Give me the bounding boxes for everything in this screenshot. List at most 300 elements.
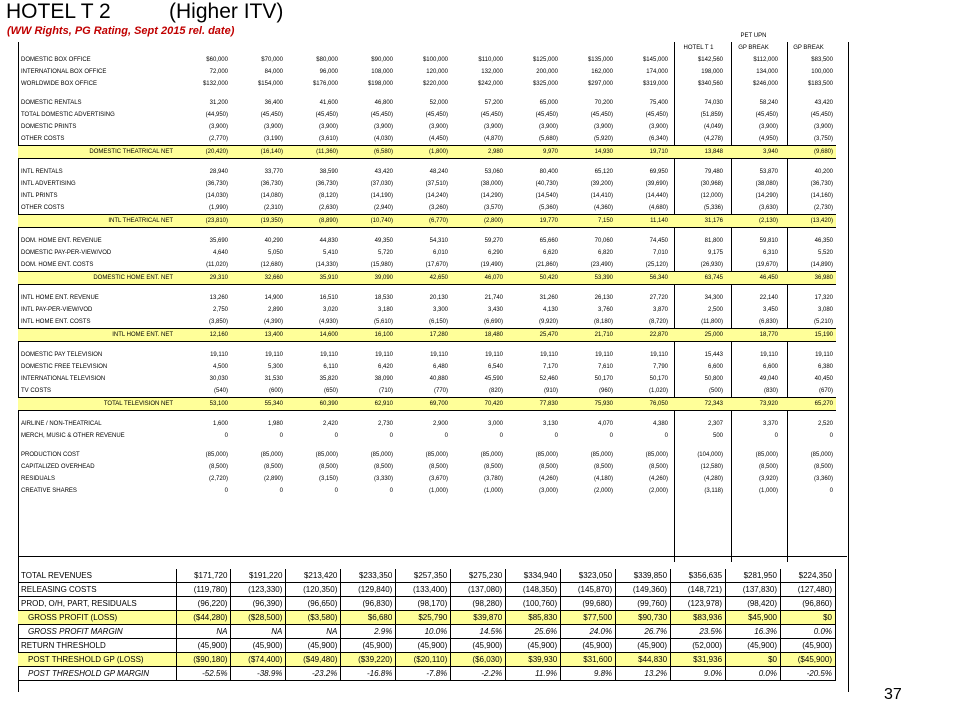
table-cell: 2,900 xyxy=(432,421,448,427)
summary-cell: $356,635 xyxy=(671,569,726,583)
table-cell: 2,420 xyxy=(322,421,338,427)
summary-cell: $77,500 xyxy=(561,611,616,625)
summary-cell: (98,170) xyxy=(396,597,451,611)
summary-row xyxy=(18,653,836,667)
table-cell: 22,870 xyxy=(616,329,671,342)
table-cell: (19,350) xyxy=(231,215,286,228)
column-header xyxy=(231,42,286,54)
table-cell: (45,450) xyxy=(645,112,668,118)
table-cell: 7,170 xyxy=(542,364,558,370)
table-cell: 3,370 xyxy=(762,421,778,427)
table-cell: (14,890) xyxy=(810,262,833,268)
table-cell: 46,800 xyxy=(374,100,393,106)
summary-cell: -52.5% xyxy=(176,667,231,681)
table-cell: $246,000 xyxy=(752,81,778,87)
table-cell: 18,480 xyxy=(451,329,506,342)
table-cell: (8,500) xyxy=(593,464,613,470)
summary-cell: (123,330) xyxy=(231,583,286,597)
table-cell: 19,710 xyxy=(616,146,671,159)
table-cell: 75,400 xyxy=(649,100,668,106)
table-cell: (14,440) xyxy=(645,193,668,199)
row-label: DOM. HOME ENT. COSTS xyxy=(21,262,94,268)
summary-row xyxy=(18,597,836,611)
table-cell: $319,000 xyxy=(642,81,668,87)
table-cell: (3,900) xyxy=(318,124,338,130)
row-label: PRODUCTION COST xyxy=(21,452,80,458)
page-title xyxy=(6,0,283,24)
summary-cell: (137,830) xyxy=(726,583,781,597)
summary-cell: $0 xyxy=(726,653,781,667)
table-row xyxy=(18,418,836,430)
summary-cell: (149,360) xyxy=(616,583,671,597)
table-row xyxy=(18,473,836,485)
table-cell: (10,740) xyxy=(341,215,396,228)
table-cell: 3,180 xyxy=(377,307,393,313)
row-label: INTERNATIONAL TELEVISION xyxy=(21,376,106,382)
table-cell: (3,900) xyxy=(538,124,558,130)
table-cell: 33,770 xyxy=(264,169,283,175)
summary-cell: (45,900) xyxy=(286,639,341,653)
table-cell: 35,910 xyxy=(286,272,341,285)
summary-cell: 13.2% xyxy=(616,667,671,681)
table-cell: 18,530 xyxy=(374,295,393,301)
table-cell: 1,980 xyxy=(267,421,283,427)
table-cell: (960) xyxy=(598,388,613,394)
table-cell: (9,920) xyxy=(538,319,558,325)
table-cell: 75,930 xyxy=(561,398,616,411)
table-cell: (3,000) xyxy=(538,488,558,494)
table-cell: (45,450) xyxy=(535,112,558,118)
summary-cell: ($28,500) xyxy=(231,611,286,625)
table-cell: 4,640 xyxy=(212,250,228,256)
table-cell: 39,090 xyxy=(341,272,396,285)
table-cell: (1,000) xyxy=(758,488,778,494)
table-cell: 13,260 xyxy=(209,295,228,301)
table-cell: (3,780) xyxy=(483,476,503,482)
table-cell: (85,000) xyxy=(645,452,668,458)
table-cell: (910) xyxy=(543,388,558,394)
subtotal-row xyxy=(18,146,836,159)
table-cell: (3,570) xyxy=(483,205,503,211)
table-cell: 19,110 xyxy=(210,352,228,358)
table-cell: 6,820 xyxy=(597,250,613,256)
table-cell: 19,110 xyxy=(485,352,503,358)
table-cell: (11,360) xyxy=(286,146,341,159)
table-cell: 53,390 xyxy=(561,272,616,285)
table-cell: (4,260) xyxy=(538,476,558,482)
table-cell: 0 xyxy=(499,433,503,439)
spacer-row xyxy=(18,285,836,293)
table-cell: (3,630) xyxy=(758,205,778,211)
table-cell: 3,080 xyxy=(817,307,833,313)
table-row xyxy=(18,349,836,361)
summary-cell: (45,900) xyxy=(451,639,506,653)
table-cell: 3,020 xyxy=(322,307,338,313)
table-cell: (6,690) xyxy=(483,319,503,325)
header-group-label: PET UPN xyxy=(740,33,767,39)
row-label: TOTAL DOMESTIC ADVERTISING xyxy=(21,112,115,118)
table-cell: 4,130 xyxy=(542,307,558,313)
table-cell: 0 xyxy=(279,488,283,494)
table-cell: (16,140) xyxy=(231,146,286,159)
table-cell: (4,278) xyxy=(703,136,723,142)
table-cell: 72,000 xyxy=(209,69,228,75)
summary-cell: NA xyxy=(176,625,231,639)
summary-cell: (45,900) xyxy=(396,639,451,653)
table-cell: 31,260 xyxy=(539,295,558,301)
table-cell: (500) xyxy=(708,388,723,394)
row-label: INTL RENTALS xyxy=(21,169,63,175)
table-cell: (3,750) xyxy=(813,136,833,142)
table-cell: 7,150 xyxy=(561,215,616,228)
table-cell: (6,830) xyxy=(758,319,778,325)
table-cell: 31,200 xyxy=(209,100,228,106)
table-cell: 70,060 xyxy=(594,238,613,244)
table-cell: 132,000 xyxy=(481,69,503,75)
table-cell: 27,720 xyxy=(649,295,668,301)
table-cell: 162,000 xyxy=(591,69,613,75)
table-cell: 9,970 xyxy=(506,146,561,159)
table-cell: (14,160) xyxy=(810,193,833,199)
summary-cell: (45,900) xyxy=(341,639,396,653)
summary-cell: NA xyxy=(286,625,341,639)
table-cell: 19,110 xyxy=(430,352,448,358)
table-cell: 120,000 xyxy=(426,69,448,75)
table-cell: 22,140 xyxy=(759,295,778,301)
table-cell: (4,180) xyxy=(593,476,613,482)
summary-cell: (45,900) xyxy=(780,639,835,653)
summary-cell: (45,900) xyxy=(231,639,286,653)
summary-cell: $275,230 xyxy=(451,569,506,583)
table-cell: 38,090 xyxy=(374,376,393,382)
table-cell: 19,110 xyxy=(540,352,558,358)
table-cell: 96,000 xyxy=(319,69,338,75)
table-cell: (3,900) xyxy=(373,124,393,130)
table-cell: 34,300 xyxy=(704,295,723,301)
row-label: INTL THEATRICAL NET xyxy=(18,215,176,228)
summary-cell: $44,830 xyxy=(616,653,671,667)
table-cell: 21,740 xyxy=(484,295,503,301)
table-cell: $100,000 xyxy=(422,57,448,63)
summary-cell: (100,760) xyxy=(506,597,561,611)
table-cell: 12,160 xyxy=(176,329,231,342)
row-label: AIRLINE / NON-THEATRICAL xyxy=(21,421,102,427)
table-cell: (11,020) xyxy=(206,262,228,268)
table-cell: (14,190) xyxy=(370,193,393,199)
table-row xyxy=(18,178,836,190)
summary-cell: $83,936 xyxy=(671,611,726,625)
table-cell: 20,130 xyxy=(429,295,448,301)
table-cell: 19,110 xyxy=(815,352,833,358)
table-cell: (5,680) xyxy=(538,136,558,142)
column-header xyxy=(451,42,506,54)
table-cell: $154,000 xyxy=(257,81,283,87)
table-cell: 49,040 xyxy=(759,376,778,382)
table-cell: (85,000) xyxy=(590,452,613,458)
column-header xyxy=(561,42,616,54)
summary-cell: (99,680) xyxy=(561,597,616,611)
summary-cell: (129,840) xyxy=(341,583,396,597)
spacer-row xyxy=(18,442,836,449)
summary-cell: (96,860) xyxy=(780,597,835,611)
row-label: WORLDWIDE BOX OFFICE xyxy=(21,81,98,87)
column-header xyxy=(506,42,561,54)
table-cell: 62,910 xyxy=(341,398,396,411)
summary-cell: (148,721) xyxy=(671,583,726,597)
table-cell: (45,450) xyxy=(810,112,833,118)
table-cell: (45,450) xyxy=(260,112,283,118)
table-cell: $145,000 xyxy=(642,57,668,63)
summary-cell: $257,350 xyxy=(396,569,451,583)
table-row xyxy=(18,373,836,385)
table-cell: (1,800) xyxy=(396,146,451,159)
table-cell: (4,030) xyxy=(373,136,393,142)
summary-cell: (52,000) xyxy=(671,639,726,653)
table-cell: 0 xyxy=(829,488,833,494)
summary-cell: ($39,220) xyxy=(341,653,396,667)
table-cell: 2,980 xyxy=(451,146,506,159)
table-cell: (6,580) xyxy=(341,146,396,159)
summary-cell: ($6,030) xyxy=(451,653,506,667)
table-cell: $340,560 xyxy=(697,81,723,87)
table-row xyxy=(18,78,836,90)
table-cell: $220,000 xyxy=(422,81,448,87)
table-cell: 43,420 xyxy=(814,100,833,106)
row-label: INTL PAY-PER-VIEW/VOD xyxy=(21,307,93,313)
table-cell: 73,920 xyxy=(726,398,781,411)
table-cell: (2,130) xyxy=(726,215,781,228)
table-cell: (5,210) xyxy=(813,319,833,325)
summary-cell: ($49,480) xyxy=(286,653,341,667)
summary-cell: (98,280) xyxy=(451,597,506,611)
table-row xyxy=(18,133,836,146)
table-cell: (6,150) xyxy=(428,319,448,325)
table-cell: 80,400 xyxy=(539,169,558,175)
table-cell: (8,500) xyxy=(208,464,228,470)
table-cell: 6,540 xyxy=(487,364,503,370)
table-cell: 29,310 xyxy=(176,272,231,285)
row-label: DOMESTIC PAY TELEVISION xyxy=(21,352,103,358)
table-cell: 2,730 xyxy=(377,421,393,427)
table-cell: 74,030 xyxy=(704,100,723,106)
table-row xyxy=(18,259,836,272)
table-cell: (770) xyxy=(433,388,448,394)
table-cell: 52,460 xyxy=(539,376,558,382)
summary-cell: $213,420 xyxy=(286,569,341,583)
table-cell: 65,270 xyxy=(781,398,836,411)
summary-cell: (148,350) xyxy=(506,583,561,597)
table-cell: 50,800 xyxy=(704,376,723,382)
table-cell: (4,390) xyxy=(263,319,283,325)
table-cell: (3,900) xyxy=(263,124,283,130)
table-cell: 2,750 xyxy=(212,307,228,313)
summary-cell: 0.0% xyxy=(780,625,835,639)
table-cell: (6,770) xyxy=(396,215,451,228)
table-cell: (3,900) xyxy=(758,124,778,130)
table-cell: 76,050 xyxy=(616,398,671,411)
table-cell: 19,110 xyxy=(595,352,613,358)
table-row xyxy=(18,304,836,316)
table-cell: 21,710 xyxy=(561,329,616,342)
table-cell: (12,680) xyxy=(260,262,283,268)
table-cell: 0 xyxy=(334,433,338,439)
table-cell: (1,990) xyxy=(208,205,228,211)
table-cell: (8,500) xyxy=(483,464,503,470)
table-cell: (3,150) xyxy=(318,476,338,482)
table-cell: (23,490) xyxy=(590,262,613,268)
summary-cell: ($44,280) xyxy=(176,611,231,625)
row-label: RESIDUALS xyxy=(21,476,56,482)
table-cell: 14,900 xyxy=(264,295,283,301)
table-cell: $110,000 xyxy=(478,57,503,63)
summary-label: GROSS PROFIT (LOSS) xyxy=(18,611,176,625)
summary-cell: (96,390) xyxy=(231,597,286,611)
table-cell: $135,000 xyxy=(587,57,613,63)
summary-cell: NA xyxy=(231,625,286,639)
table-cell: 19,110 xyxy=(760,352,778,358)
summary-cell: $45,900 xyxy=(726,611,781,625)
table-cell: (45,450) xyxy=(480,112,503,118)
table-cell: 40,880 xyxy=(429,376,448,382)
summary-cell: (45,900) xyxy=(616,639,671,653)
table-row xyxy=(18,430,836,442)
table-cell: (3,360) xyxy=(813,476,833,482)
table-cell: 0 xyxy=(224,488,228,494)
row-label: DOMESTIC THEATRICAL NET xyxy=(18,146,176,159)
table-cell: 53,100 xyxy=(176,398,231,411)
table-cell: 16,510 xyxy=(319,295,338,301)
table-cell: (13,420) xyxy=(781,215,836,228)
summary-cell: 23.5% xyxy=(671,625,726,639)
summary-cell: 16.3% xyxy=(726,625,781,639)
table-cell: 0 xyxy=(664,433,668,439)
table-cell: (37,510) xyxy=(425,181,448,187)
summary-cell: 24.0% xyxy=(561,625,616,639)
table-cell: 57,200 xyxy=(484,100,503,106)
table-cell: (830) xyxy=(763,388,778,394)
table-cell: (36,730) xyxy=(810,181,833,187)
table-cell: 17,280 xyxy=(396,329,451,342)
table-cell: 53,060 xyxy=(484,169,503,175)
summary-cell: (45,900) xyxy=(176,639,231,653)
table-cell: (3,330) xyxy=(373,476,393,482)
table-cell: (4,049) xyxy=(703,124,723,130)
table-cell: (1,000) xyxy=(428,488,448,494)
table-cell: 3,130 xyxy=(542,421,558,427)
summary-cell: 14.5% xyxy=(451,625,506,639)
table-cell: (38,000) xyxy=(480,181,503,187)
summary-cell: -7.8% xyxy=(396,667,451,681)
table-cell: 3,000 xyxy=(487,421,503,427)
table-cell: (8,120) xyxy=(318,193,338,199)
header-row xyxy=(18,42,836,54)
table-cell: (45,450) xyxy=(590,112,613,118)
spacer-row xyxy=(18,90,836,97)
row-label: DOMESTIC HOME ENT. NET xyxy=(18,272,176,285)
table-cell: (2,310) xyxy=(263,205,283,211)
table-cell: (540) xyxy=(213,388,228,394)
table-cell: (2,720) xyxy=(208,476,228,482)
summary-cell: (99,760) xyxy=(616,597,671,611)
table-cell: (37,030) xyxy=(370,181,393,187)
table-cell: (104,000) xyxy=(697,452,723,458)
table-cell: (85,000) xyxy=(425,452,448,458)
summary-cell: 9.8% xyxy=(561,667,616,681)
row-label: INTL ADVERTISING xyxy=(21,181,76,187)
table-cell: (14,030) xyxy=(205,193,228,199)
table-cell: 15,443 xyxy=(704,352,723,358)
summary-cell: $171,720 xyxy=(176,569,231,583)
table-cell: 65,120 xyxy=(594,169,613,175)
page-subtitle: (WW Rights, PG Rating, Sept 2015 rel. date) xyxy=(7,25,235,37)
table-cell: 5,300 xyxy=(267,364,283,370)
table-cell: 44,830 xyxy=(319,238,338,244)
table-cell: 13,848 xyxy=(671,146,726,159)
spacer-row xyxy=(18,411,836,419)
table-cell: 36,980 xyxy=(781,272,836,285)
table-cell: (3,900) xyxy=(208,124,228,130)
table-cell: 0 xyxy=(389,488,393,494)
table-cell: 7,010 xyxy=(652,250,668,256)
table-cell: (45,450) xyxy=(315,112,338,118)
table-cell: 6,290 xyxy=(487,250,503,256)
table-cell: (2,770) xyxy=(208,136,228,142)
table-cell: $70,000 xyxy=(261,57,283,63)
table-cell: 174,000 xyxy=(646,69,668,75)
summary-label: POST THRESHOLD GP (LOSS) xyxy=(18,653,176,667)
table-cell: 28,940 xyxy=(209,169,228,175)
table-cell: $242,000 xyxy=(477,81,503,87)
table-cell: (5,610) xyxy=(373,319,393,325)
table-cell: $142,560 xyxy=(697,57,723,63)
table-cell: (4,680) xyxy=(648,205,668,211)
spacer-row xyxy=(18,159,836,167)
table-cell: (40,730) xyxy=(535,181,558,187)
table-cell: 0 xyxy=(224,433,228,439)
table-cell: (39,200) xyxy=(590,181,613,187)
summary-cell: (123,978) xyxy=(671,597,726,611)
table-row xyxy=(18,247,836,259)
table-cell: (3,610) xyxy=(318,136,338,142)
summary-row xyxy=(18,611,836,625)
table-cell: (36,730) xyxy=(260,181,283,187)
table-cell: 77,830 xyxy=(506,398,561,411)
table-cell: 43,420 xyxy=(374,169,393,175)
table-cell: (600) xyxy=(268,388,283,394)
table-cell: (4,870) xyxy=(483,136,503,142)
table-cell: (2,000) xyxy=(648,488,668,494)
table-cell: $83,500 xyxy=(811,57,833,63)
table-cell: 19,110 xyxy=(375,352,393,358)
table-cell: (11,800) xyxy=(701,319,723,325)
table-cell: (45,450) xyxy=(755,112,778,118)
table-cell: 56,340 xyxy=(616,272,671,285)
table-cell: (85,000) xyxy=(810,452,833,458)
subtotal-row xyxy=(18,215,836,228)
table-cell: $132,000 xyxy=(202,81,228,87)
summary-cell: $25,790 xyxy=(396,611,451,625)
summary-cell: $85,830 xyxy=(506,611,561,625)
table-cell: 11,140 xyxy=(616,215,671,228)
column-header xyxy=(616,42,671,54)
table-cell: 19,110 xyxy=(320,352,338,358)
table-cell: 40,290 xyxy=(264,238,283,244)
table-cell: (30,968) xyxy=(700,181,723,187)
table-cell: 19,110 xyxy=(650,352,668,358)
table-cell: (2,890) xyxy=(263,476,283,482)
table-cell: (4,450) xyxy=(428,136,448,142)
table-cell: (15,980) xyxy=(370,262,393,268)
